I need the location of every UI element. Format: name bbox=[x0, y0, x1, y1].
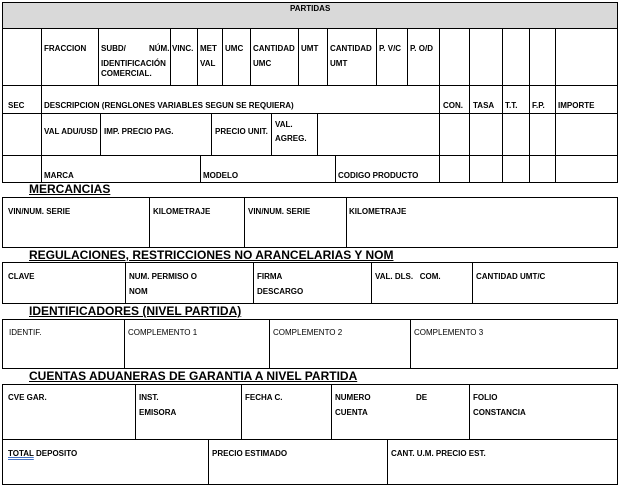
cell-cve-gar[interactable] bbox=[2, 384, 136, 440]
cell-val-agreg[interactable] bbox=[271, 113, 318, 156]
label-val-agreg-2: AGREG. bbox=[275, 134, 307, 143]
cell-importe[interactable] bbox=[555, 85, 618, 114]
label-complemento-2: COMPLEMENTO 2 bbox=[273, 328, 343, 337]
cell-p-vc[interactable] bbox=[376, 28, 408, 86]
cell-sec[interactable] bbox=[2, 85, 42, 114]
label-numero-1: NUMERO bbox=[335, 393, 371, 402]
cell-r3-blank[interactable] bbox=[2, 113, 42, 156]
label-vin-1: VIN/NUM. SERIE bbox=[8, 207, 71, 216]
label-inst-1: INST. bbox=[139, 393, 159, 402]
label-total-word: TOTAL bbox=[8, 449, 34, 458]
cell-r1-blank[interactable] bbox=[2, 28, 42, 86]
cell-r3-empty[interactable] bbox=[317, 113, 440, 156]
label-umc: UMC bbox=[225, 44, 244, 53]
label-cantidad-umt-2: UMT bbox=[330, 59, 348, 68]
label-fecha-c: FECHA C. bbox=[245, 393, 283, 402]
label-val-adu: VAL ADU/USD bbox=[44, 127, 98, 136]
cell-vinc[interactable] bbox=[170, 28, 198, 86]
label-firma-1: FIRMA bbox=[257, 272, 283, 281]
label-cantidad-umtc: CANTIDAD UMT/C bbox=[476, 272, 546, 281]
cell-r1-con[interactable] bbox=[439, 28, 470, 86]
label-complemento-3: COMPLEMENTO 3 bbox=[414, 328, 484, 337]
cell-cantidad-umtc[interactable] bbox=[472, 262, 618, 304]
cell-tasa[interactable] bbox=[469, 85, 503, 114]
cell-km-2[interactable] bbox=[346, 197, 618, 248]
cell-fp[interactable] bbox=[529, 85, 556, 114]
label-modelo: MODELO bbox=[203, 171, 239, 180]
label-numero-2: CUENTA bbox=[335, 408, 368, 417]
label-tt: T.T. bbox=[505, 101, 518, 110]
label-codigo: CODIGO PRODUCTO bbox=[338, 171, 419, 180]
cell-modelo[interactable] bbox=[200, 155, 336, 183]
label-clave: CLAVE bbox=[8, 272, 35, 281]
cell-clave[interactable] bbox=[2, 262, 126, 304]
partidas-title: PARTIDAS bbox=[290, 4, 331, 13]
label-cantidad-umt-1: CANTIDAD bbox=[330, 44, 372, 53]
cell-subd[interactable] bbox=[98, 28, 171, 86]
label-importe: IMPORTE bbox=[558, 101, 595, 110]
cell-cant-um-precio-est[interactable] bbox=[387, 439, 618, 485]
cell-cantidad-umc[interactable] bbox=[250, 28, 299, 86]
label-fraccion: FRACCION bbox=[44, 44, 87, 53]
label-fp: F.P. bbox=[532, 101, 545, 110]
cell-imp-precio[interactable] bbox=[100, 113, 212, 156]
label-folio-2: CONSTANCIA bbox=[473, 408, 526, 417]
section-title-identificadores: IDENTIFICADORES (NIVEL PARTIDA) bbox=[29, 304, 242, 318]
cell-total-deposito[interactable] bbox=[2, 439, 209, 485]
cell-r3-fp[interactable] bbox=[529, 113, 556, 156]
cell-numero-cuenta[interactable] bbox=[331, 384, 470, 440]
label-deposito-word: DEPOSITO bbox=[33, 449, 78, 458]
cell-umc[interactable] bbox=[222, 28, 251, 86]
label-total-deposito bbox=[8, 448, 77, 460]
cell-km-1[interactable] bbox=[149, 197, 245, 248]
cell-met-val[interactable] bbox=[197, 28, 223, 86]
label-numero-de: DE bbox=[416, 393, 428, 402]
label-precio-unit: PRECIO UNIT. bbox=[215, 127, 268, 136]
label-umt: UMT bbox=[301, 44, 319, 53]
section-title-mercancias: MERCANCIAS bbox=[29, 182, 111, 196]
label-folio-1: FOLIO bbox=[473, 393, 498, 402]
label-p-od: P. O/D bbox=[410, 44, 433, 53]
cell-identif[interactable] bbox=[2, 319, 125, 369]
cell-r1-tasa[interactable] bbox=[469, 28, 503, 86]
cell-r4-fp[interactable] bbox=[529, 155, 556, 183]
label-firma-2: DESCARGO bbox=[257, 287, 304, 296]
cell-r1-fp[interactable] bbox=[529, 28, 556, 86]
label-complemento-1: COMPLEMENTO 1 bbox=[128, 328, 198, 337]
label-cve-gar: CVE GAR. bbox=[8, 393, 47, 402]
cell-p-od[interactable] bbox=[407, 28, 440, 86]
cell-precio-estimado[interactable] bbox=[208, 439, 388, 485]
cell-cantidad-umt[interactable] bbox=[327, 28, 377, 86]
cell-r4-tasa[interactable] bbox=[469, 155, 503, 183]
cell-complemento-3[interactable] bbox=[410, 319, 618, 369]
label-inst-2: EMISORA bbox=[139, 408, 177, 417]
cell-codigo[interactable] bbox=[335, 155, 440, 183]
label-vinc: VINC. bbox=[172, 44, 194, 53]
label-descripcion: DESCRIPCION (RENGLONES VARIABLES SEGUN SE REQUIERA) bbox=[44, 101, 294, 110]
label-comercial: COMERCIAL. bbox=[101, 69, 152, 78]
label-identif: IDENTIF. bbox=[9, 328, 42, 337]
cell-r1-tt[interactable] bbox=[502, 28, 530, 86]
cell-vin-1[interactable] bbox=[2, 197, 150, 248]
cell-complemento-2[interactable] bbox=[269, 319, 411, 369]
label-sec: SEC bbox=[8, 101, 25, 110]
label-val-dls: VAL. DLS. COM. bbox=[375, 272, 441, 281]
label-km-1: KILOMETRAJE bbox=[153, 207, 211, 216]
cell-r1-importe[interactable] bbox=[555, 28, 618, 86]
cell-fraccion[interactable] bbox=[41, 28, 99, 86]
label-permiso-2: NOM bbox=[129, 287, 148, 296]
cell-r3-tt[interactable] bbox=[502, 113, 530, 156]
cell-r4-importe[interactable] bbox=[555, 155, 618, 183]
label-cantidad-umc-2: UMC bbox=[253, 59, 272, 68]
label-km-2: KILOMETRAJE bbox=[349, 207, 407, 216]
cell-marca[interactable] bbox=[41, 155, 201, 183]
cell-umt[interactable] bbox=[298, 28, 328, 86]
label-val: VAL bbox=[200, 59, 216, 68]
label-tasa: TASA bbox=[473, 101, 495, 110]
cell-precio-unit[interactable] bbox=[211, 113, 272, 156]
label-identificacion: IDENTIFICACIÓN bbox=[101, 59, 166, 68]
cell-r3-tasa[interactable] bbox=[469, 113, 503, 156]
cell-con[interactable] bbox=[439, 85, 470, 114]
cell-fecha-c[interactable] bbox=[241, 384, 332, 440]
cell-val-dls[interactable] bbox=[371, 262, 473, 304]
cell-folio-constancia[interactable] bbox=[469, 384, 618, 440]
label-marca: MARCA bbox=[44, 171, 74, 180]
cell-tt[interactable] bbox=[502, 85, 530, 114]
section-title-cuentas: CUENTAS ADUANERAS DE GARANTIA A NIVEL PARTIDA bbox=[29, 369, 358, 383]
cell-complemento-1[interactable] bbox=[124, 319, 270, 369]
cell-r3-con[interactable] bbox=[439, 113, 470, 156]
section-title-regulaciones: REGULACIONES, RESTRICCIONES NO ARANCELARIAS Y NOM bbox=[29, 248, 394, 262]
label-subd: SUBD/ bbox=[101, 44, 126, 53]
label-p-vc: P. V/C bbox=[379, 44, 402, 53]
cell-permiso[interactable] bbox=[125, 262, 254, 304]
label-val-agreg-1: VAL. bbox=[275, 120, 293, 129]
label-con: CON. bbox=[443, 101, 463, 110]
label-precio-estimado: PRECIO ESTIMADO bbox=[212, 449, 288, 458]
cell-val-adu[interactable] bbox=[41, 113, 101, 156]
cell-inst-emisora[interactable] bbox=[135, 384, 242, 440]
cell-r4-blank[interactable] bbox=[2, 155, 42, 183]
label-cant-um-precio-est: CANT. U.M. PRECIO EST. bbox=[391, 449, 486, 458]
cell-r4-con[interactable] bbox=[439, 155, 470, 183]
label-num: NÚM. bbox=[149, 44, 170, 53]
cell-descripcion[interactable] bbox=[41, 85, 440, 114]
label-cantidad-umc-1: CANTIDAD bbox=[253, 44, 295, 53]
label-imp-precio: IMP. PRECIO PAG. bbox=[104, 127, 174, 136]
cell-vin-2[interactable] bbox=[244, 197, 347, 248]
cell-firma[interactable] bbox=[253, 262, 372, 304]
label-met: MET bbox=[200, 44, 217, 53]
label-permiso-1: NUM. PERMISO O bbox=[129, 272, 198, 281]
label-vin-2: VIN/NUM. SERIE bbox=[248, 207, 311, 216]
cell-r3-importe[interactable] bbox=[555, 113, 618, 156]
cell-r4-tt[interactable] bbox=[502, 155, 530, 183]
